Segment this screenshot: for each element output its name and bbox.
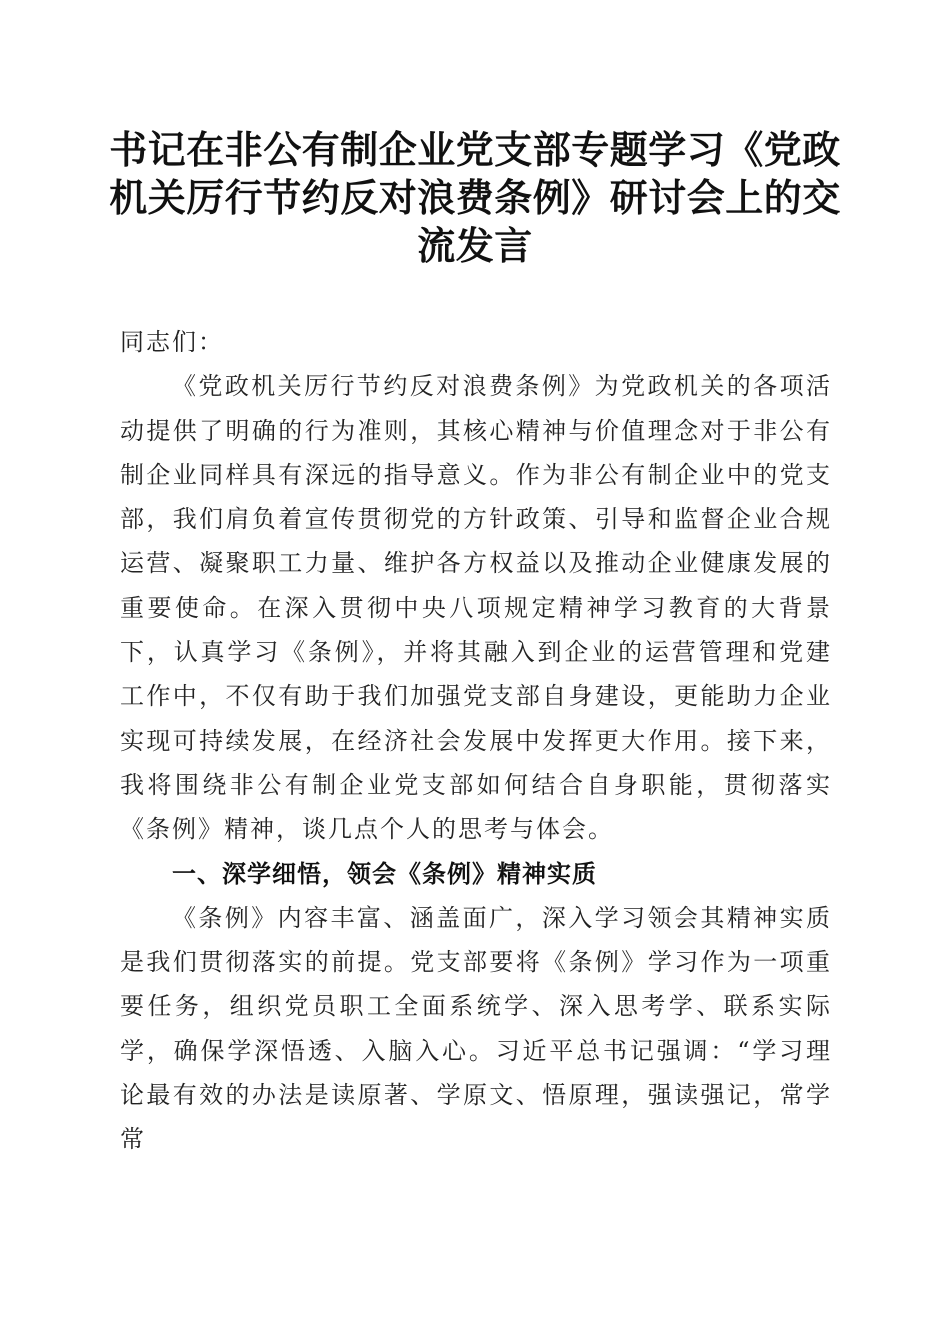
document-title: 书记在非公有制企业党支部专题学习《党政机关厉行节约反对浪费条例》研讨会上的交流发言: [109, 128, 841, 268]
salutation: 同志们：: [120, 328, 224, 356]
document-body: [120, 320, 832, 1162]
section-paragraph: 《条例》内容丰富、涵盖面广，深入学习领会其精神实质是我们贯彻落实的前提。党支部要将《条例》学习作为一项重要任务，组织党员职工全面系统学、深入思考学、联系实际学，确保学深悟透、入脑入心。习近平总书记强调：“学习理论最有效的办法是读原著、学原文、悟原理，强读强记，常学常: [120, 903, 832, 1154]
intro-paragraph: 《党政机关厉行节约反对浪费条例》为党政机关的各项活动提供了明确的行为准则，其核心精神与价值理念对于非公有制企业同样具有深远的指导意义。作为非公有制企业中的党支部，我们肩负着宣传贯彻党的方针政策、引导和监督企业合规运营、凝聚职工力量、维护各方权益以及推动企业健康发展的重要使命。在深入贯彻中央八项规定精神学习教育的大背景下，认真学习《条例》，并将其融入到企业的运营管理和党建工作中，不仅有助于我们加强党支部自身建设，更能助力企业实现可持续发展，在经济社会发展中发挥更大作用。接下来，我将围绕非公有制企业党支部如何结合自身职能，贯彻落实《条例》精神，谈几点个人的思考与体会。: [120, 372, 832, 844]
section-heading: 一、深学细悟，领会《条例》精神实质: [172, 859, 597, 888]
